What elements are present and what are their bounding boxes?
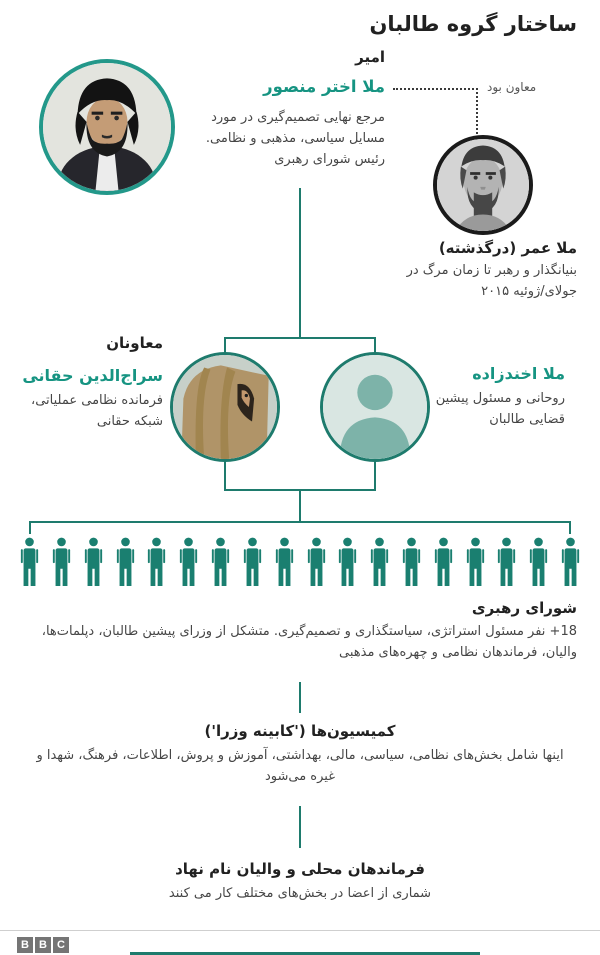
local-commanders-block — [0, 860, 600, 905]
haqqani-portrait-illustration — [173, 355, 277, 459]
council-member-icon — [114, 536, 137, 589]
founder-description: بنیانگذار و رهبر تا زمان مرگ در جولای/ژوئیه ۲۰۱۵ — [406, 263, 577, 299]
footer-divider — [0, 930, 600, 931]
connector-amir-vertical — [299, 188, 301, 337]
connector-local — [299, 806, 301, 848]
council-member-icon — [209, 536, 232, 589]
local-commanders-heading: فرماندهان محلی و والیان نام نهاد — [175, 860, 425, 878]
council-member-icon — [305, 536, 328, 589]
amir-name: ملا اختر منصور — [263, 77, 385, 96]
council-heading: شورای رهبری — [471, 599, 577, 617]
silhouette-illustration — [323, 355, 427, 459]
council-member-icon — [177, 536, 200, 589]
council-block — [20, 599, 577, 664]
connector-deputy-left-down — [224, 460, 226, 491]
founder-name: ملا عمر (درگذشته) — [438, 239, 577, 257]
council-member-icon — [336, 536, 359, 589]
commissions-description: اینها شامل بخش‌های نظامی، سیاسی، مالی، بهداشتی، آموزش و پروش، اطلاعات، فرهنگ، شهدا و غیره می‌شود — [36, 748, 564, 784]
mansour-portrait-illustration — [43, 63, 171, 191]
council-member-icon — [241, 536, 264, 589]
council-member-icon — [273, 536, 296, 589]
deputy-left-block — [13, 334, 163, 433]
bbc-logo-letter: B — [35, 937, 51, 953]
amir-description: مرجع نهایی تصمیم‌گیری در مورد مسایل سیاسی، مذهبی و نظامی. رئیس شورای رهبری — [205, 110, 385, 167]
council-member-icon — [82, 536, 105, 589]
omar-portrait — [433, 135, 533, 235]
council-member-icon — [559, 536, 582, 589]
council-member-icon — [50, 536, 73, 589]
council-member-icon — [527, 536, 550, 589]
akhundzada-description: روحانی و مسئول پیشین قضایی طالبان — [435, 391, 565, 427]
commissions-block — [0, 722, 600, 788]
bbc-logo — [17, 937, 69, 953]
deputy-note-label: معاون بود — [487, 80, 537, 94]
connector-bracket-left-tick — [29, 521, 31, 534]
connector-deputy-right-down — [374, 460, 376, 491]
connector-council-bracket — [29, 521, 571, 523]
council-member-icon — [432, 536, 455, 589]
council-member-icon — [400, 536, 423, 589]
amir-role-label: امیر — [355, 48, 385, 66]
local-commanders-description: شماری از اعضا در بخش‌های مختلف کار می کنند — [168, 886, 432, 901]
omar-portrait-illustration — [437, 139, 529, 231]
haqqani-name: سراج‌الدین حقانی — [22, 366, 163, 385]
haqqani-description: فرمانده نظامی عملیاتی، شبکه حقانی — [31, 393, 163, 429]
person-silhouette-icon — [320, 352, 430, 462]
connector-commissions — [299, 682, 301, 713]
bbc-logo-letter: C — [53, 937, 69, 953]
dotted-connector-vertical — [476, 92, 478, 134]
mansour-portrait — [39, 59, 175, 195]
commissions-heading: کمیسیون‌ها ('کابینه وزرا') — [204, 722, 396, 740]
page-title: ساختار گروه طالبان — [369, 12, 577, 36]
connector-deputies-top — [224, 337, 376, 339]
council-member-icon — [145, 536, 168, 589]
connector-center-drop — [299, 491, 301, 522]
founder-caption — [377, 239, 577, 303]
council-member-icon — [18, 536, 41, 589]
dotted-connector-horizontal — [393, 88, 478, 90]
bbc-logo-letter: B — [17, 937, 33, 953]
akhundzada-name: ملا اخندزاده — [472, 364, 565, 383]
council-description: 18+ نفر مسئول استراتژی، سیاستگذاری و تصمیم‌گیری. متشکل از وزرای پیشین طالبان، دپلمات‌ها، والیان، فرماندهان نظامی و چهره‌های مذهبی — [41, 624, 577, 660]
council-member-icon — [495, 536, 518, 589]
council-member-icon — [464, 536, 487, 589]
council-member-icon — [368, 536, 391, 589]
deputy-right-block — [433, 364, 565, 431]
haqqani-portrait — [170, 352, 280, 462]
connector-bracket-right-tick — [569, 521, 571, 534]
deputies-section-label: معاونان — [106, 334, 163, 352]
amir-label-block — [195, 48, 385, 96]
council-members-row — [18, 536, 582, 589]
